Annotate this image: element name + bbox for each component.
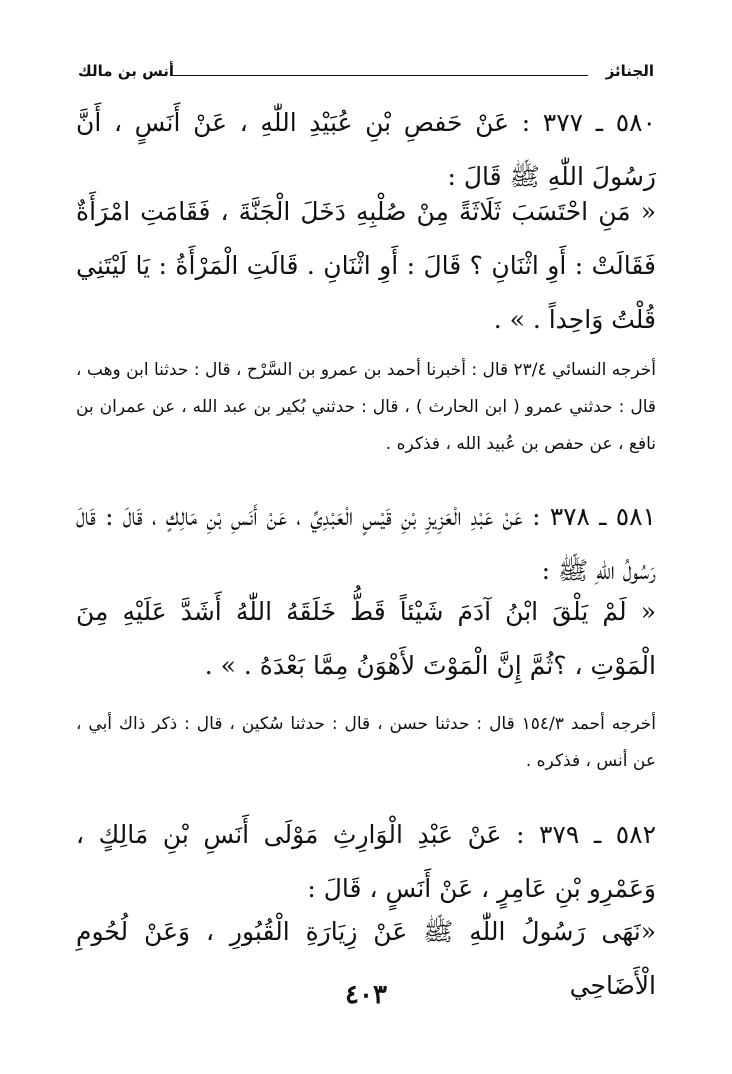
hadith-580-takhrij: أخرجه النسائي ٢٣/٤ قال : أخبرنا أحمد بن عمرو بن السَّرْح ، قال : حدثنا ابن وهب ، قال : حدثني عمرو ( ابن الحارث ) ، قال : حدثني بُكير بن عبد الله ، عن عمران بن نافع ، عن حفص بن عُبيد الله ، فذكره . (76, 360, 656, 454)
hadith-581-isnad (76, 490, 656, 598)
hadith-isnad: عَنْ عَبْدِ الْعَزِيزِ بْنِ قَيْسٍ الْعَبْدِيِّ ، عَنْ أَنَسِ بْنِ مَالِكٍ ، قَالَ : قَالَ رَسُولُ اللّٰهِ ﷺ : (76, 502, 656, 585)
hadith-581-takhrij: أخرجه أحمد ١٥٤/٣ قال : حدثنا حسن ، قال : حدثنا سُكين ، قال : ذكر ذاك أبي ، عن أنس ، فذكره . (76, 714, 656, 771)
section-title: الجنائز (605, 62, 654, 80)
hadith-581-matn: « لَمْ يَلْقَ ابْنُ آدَمَ شَيْئاً قَطُّ خَلَقَهُ اللّٰهُ أَشَدَّ عَلَيْهِ مِنَ الْمَوْتِ ، ؟ثُمَّ إِنَّ الْمَوْتَ لأَهْوَنُ مِمَّا بَعْدَهُ . » . (76, 597, 656, 680)
hadith-number: ٥٨٢ ـ ٣٧٩ : (516, 820, 657, 849)
hadith-isnad: عَنْ عَبْدِ الْوَارِثِ مَوْلَى أَنَسِ بْنِ مَالِكٍ ، وَعَمْرِو بْنِ عَامِرٍ ، عَنْ أَنَسٍ ، قَالَ : (76, 820, 656, 903)
hadith-580-matn: « مَنِ احْتَسَبَ ثَلَاثَةً مِنْ صُلْبِهِ دَخَلَ الْجَنَّةَ ، فَقَامَتِ امْرَأَةٌ فَقَالَتْ : أَوِ اثْنَانِ ؟ قَالَ : أَوِ اثْنَانِ . قَالَتِ الْمَرْأَةُ : يَا لَيْتَنِي قُلْتُ وَاحِداً . » . (76, 197, 656, 334)
hadith-582-isnad (76, 808, 656, 916)
narrator-title: أنس بن مالك (78, 62, 175, 80)
running-header (78, 62, 654, 88)
hadith-582-matn: «نَهَى رَسُولُ اللّٰهِ ﷺ عَنْ زِيَارَةِ الْقُبُورِ ، وَعَنْ لُحُومِ الْأَضَاحِي (76, 917, 656, 1000)
hadith-isnad: عَنْ حَفصِ بْنِ عُبَيْدِ اللّٰهِ ، عَنْ أَنَسٍ ، أَنَّ رَسُولَ اللّٰهِ ﷺ قَالَ : (76, 108, 656, 191)
hadith-number: ٥٨٠ ـ ٣٧٧ : (521, 108, 656, 137)
hadith-number: ٥٨١ ـ ٣٧٨ : (532, 502, 656, 531)
page-number: ٤٠٣ (345, 980, 387, 1010)
header-rule (170, 75, 588, 76)
